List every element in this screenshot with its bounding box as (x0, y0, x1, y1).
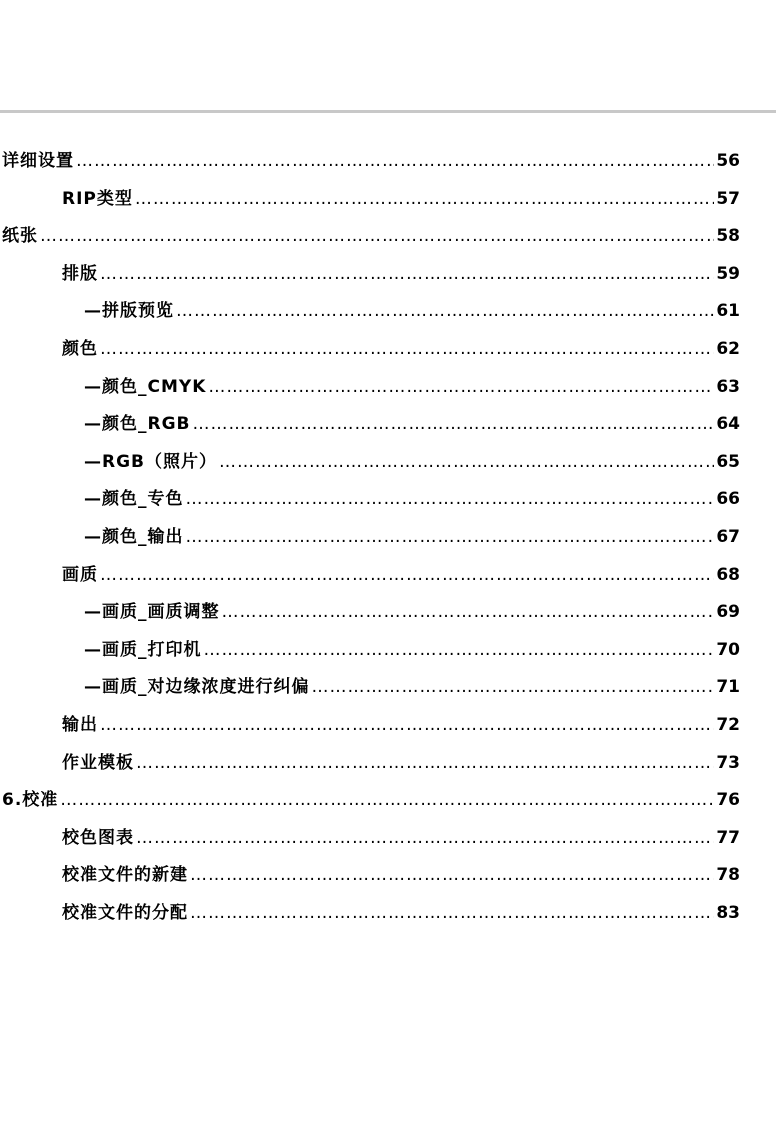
toc-dot-leader (40, 221, 714, 251)
toc-entry-title: 校准文件的新建 (62, 865, 188, 886)
toc-entry-title: 颜色 (62, 338, 98, 359)
toc-entry-title: —颜色_RGB (84, 414, 191, 435)
toc-dot-leader (176, 296, 714, 326)
toc-page-number: 62 (716, 338, 740, 359)
toc-dot-leader (136, 748, 714, 778)
toc-entry[interactable] (0, 447, 740, 485)
toc-entry[interactable] (0, 522, 740, 560)
toc-dot-leader (60, 785, 714, 815)
toc-entry[interactable] (0, 146, 740, 184)
toc-entry-title: 画质 (62, 564, 98, 585)
toc-dot-leader (186, 484, 715, 514)
toc-entry[interactable] (0, 785, 740, 823)
toc-page-number: 70 (716, 639, 740, 660)
toc-dot-leader (76, 146, 714, 176)
toc-entry[interactable] (0, 672, 740, 710)
toc-entry-title: 作业模板 (62, 752, 134, 773)
toc-page-number: 71 (716, 677, 740, 698)
toc-dot-leader (222, 597, 715, 627)
toc-dot-leader (100, 334, 714, 364)
table-of-contents (0, 146, 740, 935)
toc-dot-leader (190, 860, 714, 890)
toc-entry[interactable] (0, 860, 740, 898)
toc-entry[interactable] (0, 635, 740, 673)
toc-entry[interactable] (0, 710, 740, 748)
toc-entry[interactable] (0, 823, 740, 861)
toc-entry[interactable] (0, 372, 740, 410)
toc-entry[interactable] (0, 898, 740, 936)
toc-page-number: 67 (716, 526, 740, 547)
toc-entry[interactable] (0, 484, 740, 522)
toc-page-number: 72 (716, 714, 740, 735)
toc-dot-leader (186, 522, 715, 552)
toc-page-number: 57 (716, 188, 740, 209)
toc-dot-leader (135, 184, 714, 214)
toc-dot-leader (100, 259, 714, 289)
toc-entry-title: —画质_对边缘浓度进行纠偏 (84, 677, 310, 698)
toc-page-number: 66 (716, 489, 740, 510)
toc-page-number: 56 (716, 151, 740, 171)
toc-entry-title: 校色图表 (62, 827, 134, 848)
toc-dot-leader (208, 372, 714, 402)
toc-page-number: 58 (716, 226, 740, 247)
toc-entry-title: —画质_打印机 (84, 639, 202, 660)
toc-entry[interactable] (0, 597, 740, 635)
toc-entry[interactable] (0, 334, 740, 372)
toc-page-number: 59 (716, 263, 740, 284)
toc-entry-title: 纸张 (2, 226, 38, 247)
toc-entry[interactable] (0, 259, 740, 297)
toc-page-number: 83 (716, 902, 740, 923)
toc-entry-title: 输出 (62, 714, 98, 735)
toc-entry[interactable] (0, 560, 740, 598)
toc-dot-leader (193, 409, 715, 439)
toc-entry[interactable] (0, 748, 740, 786)
toc-entry[interactable] (0, 296, 740, 334)
toc-dot-leader (219, 447, 714, 477)
toc-entry-title: —颜色_CMYK (84, 376, 207, 397)
toc-entry-title: —颜色_输出 (84, 526, 184, 547)
toc-entry[interactable] (0, 221, 740, 259)
toc-entry-title: 排版 (62, 263, 98, 284)
toc-entry-title: —画质_画质调整 (84, 602, 220, 623)
toc-page-number: 73 (716, 752, 740, 773)
toc-page-number: 78 (716, 865, 740, 886)
toc-entry-title: —颜色_专色 (84, 489, 184, 510)
toc-page-number: 63 (716, 376, 740, 397)
header-rule (0, 110, 776, 113)
toc-page-number: 76 (716, 790, 740, 811)
toc-page-number: 77 (716, 827, 740, 848)
toc-dot-leader (312, 672, 715, 702)
toc-entry-title: —拼版预览 (84, 301, 174, 322)
toc-page-number: 64 (716, 414, 740, 435)
toc-dot-leader (100, 560, 714, 590)
toc-entry[interactable] (0, 409, 740, 447)
toc-entry-title: 6.校准 (2, 790, 59, 811)
toc-entry-title: RIP类型 (62, 188, 133, 209)
toc-page-number: 61 (716, 301, 740, 322)
toc-page-number: 65 (716, 451, 740, 472)
toc-page-number: 68 (716, 564, 740, 585)
toc-dot-leader (204, 635, 715, 665)
toc-dot-leader (190, 898, 714, 928)
toc-dot-leader (100, 710, 714, 740)
toc-entry-title: 详细设置 (2, 151, 74, 171)
toc-entry-title: —RGB（照片） (84, 451, 218, 472)
toc-page-number: 69 (716, 602, 740, 623)
toc-entry[interactable] (0, 184, 740, 222)
toc-entry-title: 校准文件的分配 (62, 902, 188, 923)
toc-dot-leader (136, 823, 714, 853)
